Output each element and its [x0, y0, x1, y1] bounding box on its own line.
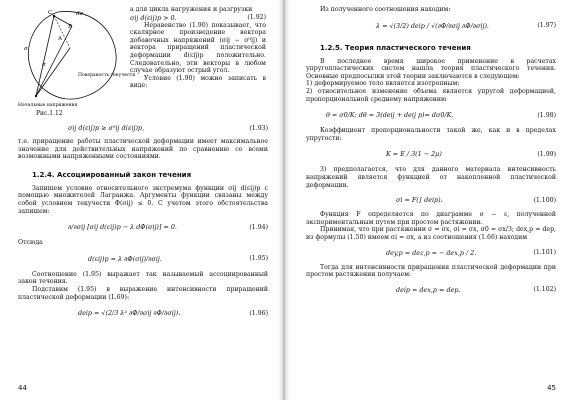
equation-1-94	[18, 223, 268, 231]
equation-number: (1.98)	[537, 111, 556, 119]
paragraph: Функция F определяется по диаграмме σ − ε, полученной экспериментальным путем при простом растяжении.	[306, 211, 556, 226]
paragraph: В последнее время широкое применение в расчетах упругопластических систем нашла теория пластического течения. Основные предпосылки этой теории заключаются в следующем:	[306, 57, 556, 80]
list-item: 2) относительное изменение объема является упругой деформацией, пропорциональной среднему напряжению	[306, 87, 556, 103]
equation-number: (1.95)	[249, 255, 268, 263]
origin-point	[35, 95, 37, 97]
right-page	[290, 0, 570, 400]
equation-1-93	[18, 124, 268, 132]
equation-number: (1.97)	[537, 22, 556, 30]
paragraph: Коэффициент пропорциональности такой же, как и в пределах упругости:	[306, 127, 556, 142]
equation-number: (1.93)	[249, 124, 268, 132]
equation: σij d(εij)p > 0.	[130, 13, 177, 22]
sig-ij-vector	[36, 26, 72, 96]
equation-number: (1.102)	[533, 286, 556, 294]
equation-number: (1.92)	[247, 14, 266, 22]
equation-1-102	[306, 286, 556, 294]
fig-label-a: A	[58, 36, 62, 42]
equation-number: (1.94)	[249, 223, 268, 231]
equation-1-96	[18, 309, 268, 317]
equation-1-95	[18, 255, 268, 263]
text-line: а для цикла нагружения и разгрузки	[130, 6, 253, 13]
section-heading: 1.2.4. Ассоциированный закон течения	[32, 170, 192, 179]
point-c	[53, 15, 55, 17]
equation-number: (1.101)	[533, 249, 556, 256]
section-heading: 1.2.5. Теория пластического течения	[320, 43, 471, 52]
paragraph: Неравенство (1.90) показывает, что скалярное произведение вектора добавочных напряжений (σij − σ⁰ij) и вектора приращений пластической деформации d(εij)p положительно. Следовательно, эти векторы в любом случае образуют острый угол.	[130, 21, 266, 75]
equation: σij d(εij)p ≥ σ⁰ij d(εij)p,	[68, 124, 145, 132]
fig-label-b: B	[68, 24, 73, 30]
equation-number: (1.96)	[249, 309, 268, 317]
paragraph: Принимая, что при растяжении σ = σx, σi = σx, σ0 = σx/3; dex,p = dep, из формулы (1.50) имеем σi = σx, а из соотношения (1.66) находим	[306, 226, 556, 241]
equation-1-92	[130, 14, 266, 22]
book-gutter	[278, 0, 290, 400]
equation: θ = σ0/K; dθ = 3(deij + deij p)= dσ0/K.	[326, 111, 454, 120]
page-number-left: 44	[18, 384, 27, 392]
fig-label-dsig: dσ	[76, 11, 84, 17]
page-number-right: 45	[547, 384, 556, 392]
paragraph: т.е. приращение работы пластической деформации имеет максимальное значение для действительных напряжений по сравнению со всеми возможными напряженными состояниями.	[18, 138, 268, 161]
paragraph: Подставим (1.95) в выражение интенсивности приращений пластической деформации (1.69):	[18, 285, 268, 301]
equation: λ = √(3/2) deip / √(∂Φ/∂σij ∂Φ/∂σij).	[376, 21, 489, 30]
figure-caption: Рис.1.12	[36, 110, 63, 117]
equation: ∂/∂σij [σij d(εij)p − λ dΦ(σij)] = 0.	[68, 223, 177, 232]
left-body	[18, 124, 268, 325]
equation: deip = √(2/3 λ² ∂Φ/∂σij ∂Φ/∂σij).	[78, 309, 181, 318]
sig-vector	[36, 16, 54, 96]
paragraph: Соотношение (1.95) выражает так называемый ассоциированный закон течения.	[18, 270, 268, 286]
fig-label-sig: σ	[24, 46, 28, 52]
equation-1-99	[306, 150, 556, 158]
equation: σi = F(∫ deip).	[396, 196, 443, 205]
equation-1-98	[306, 111, 556, 119]
equation-1-101	[306, 249, 556, 257]
figure-side-text	[130, 6, 266, 90]
equation-number: (1.100)	[533, 196, 556, 204]
paragraph: Из полученного соотношения находим:	[320, 6, 451, 13]
equation-1-97	[306, 22, 556, 30]
paragraph: Тогда для интенсивности приращения пластической деформации при простом растяжении получаем:	[306, 263, 556, 279]
list-item: 1) деформируемое тело является изотропным;	[306, 80, 460, 88]
paragraph: 3) предполагается, что для данного материала интенсивность напряжений является функцией от накопленной пластической деформации.	[306, 166, 556, 189]
equation: K = E / 3(1 − 2μ)	[386, 150, 442, 159]
fig-label-sig0: σ	[42, 62, 46, 68]
fig-label-c: C	[48, 10, 53, 16]
fig-label-start: Начальные напряжения	[18, 103, 78, 108]
paragraph: Запишем условие относительного экстремума функции σij d(εij)p с помощью множителей Лагранжа. Аргументы функции связаны между собой условием текучести Φ(σij) ≤ 0. С учетом этого обстоятельства запишем:	[18, 184, 268, 215]
equation-1-100	[306, 196, 556, 204]
fig-label-surface: Поверхность текучести	[78, 73, 136, 78]
equation: d(εij)p = λ ∂Φ(σij)/∂σij.	[88, 254, 162, 263]
left-page	[0, 0, 278, 400]
equation-number: (1.99)	[537, 150, 556, 158]
equation: deip = dex,p = dep.	[396, 285, 461, 294]
paragraph: Отсюда	[18, 239, 43, 247]
equation: dey,p = dez,p = − dex,p / 2.	[386, 248, 477, 257]
yield-surface-figure	[18, 6, 136, 112]
paragraph: Условие (1.90) можно записать в виде:	[130, 74, 266, 90]
